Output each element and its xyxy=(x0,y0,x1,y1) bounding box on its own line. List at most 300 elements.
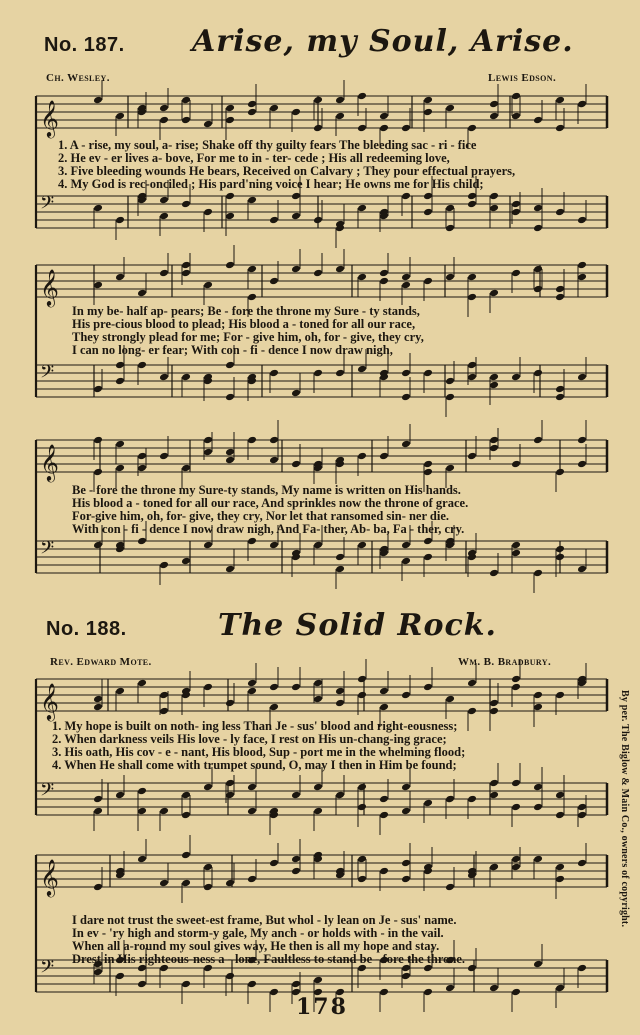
note-head xyxy=(313,976,323,985)
note-head xyxy=(555,385,565,394)
note-head xyxy=(533,855,543,864)
note-head xyxy=(357,92,367,101)
note-head xyxy=(555,468,565,477)
note-head xyxy=(467,361,477,370)
note-head xyxy=(511,269,521,278)
note-head xyxy=(269,683,279,692)
note-head xyxy=(511,208,521,217)
note-head xyxy=(225,972,235,981)
lyric-line: 1. My hope is built on noth- ing less Than Je - sus' blood and right-eousness; xyxy=(52,719,458,733)
note-head xyxy=(555,124,565,133)
note-head xyxy=(313,695,323,704)
note-head xyxy=(401,124,411,133)
note-head xyxy=(181,980,191,989)
note-head xyxy=(159,561,169,570)
note-head xyxy=(379,124,389,133)
note-head xyxy=(203,883,213,892)
note-head xyxy=(247,783,257,792)
note-head xyxy=(401,783,411,792)
note-head xyxy=(533,204,543,213)
note-head xyxy=(181,791,191,800)
note-head xyxy=(269,456,279,465)
note-head xyxy=(555,545,565,554)
note-head xyxy=(137,787,147,796)
page-number: 178 xyxy=(296,994,348,1020)
note-head xyxy=(247,108,257,117)
note-head xyxy=(203,863,213,872)
note-head xyxy=(489,192,499,201)
note-head xyxy=(401,192,411,201)
note-head xyxy=(335,369,345,378)
treble-clef-icon: 𝄞 xyxy=(40,858,59,896)
note-head xyxy=(511,112,521,121)
note-head xyxy=(533,116,543,125)
note-head xyxy=(511,803,521,812)
note-head xyxy=(93,807,103,816)
note-head xyxy=(577,460,587,469)
note-head xyxy=(423,799,433,808)
note-head xyxy=(379,703,389,712)
note-head xyxy=(379,811,389,820)
note-head xyxy=(555,285,565,294)
note-head xyxy=(577,859,587,868)
note-head xyxy=(577,964,587,973)
note-head xyxy=(423,96,433,105)
bass-clef-icon: 𝄢 xyxy=(40,780,55,805)
note-head xyxy=(93,204,103,213)
note-head xyxy=(137,452,147,461)
note-head xyxy=(423,460,433,469)
note-head xyxy=(401,281,411,290)
note-head xyxy=(555,811,565,820)
bass-clef-icon: 𝄢 xyxy=(40,193,55,218)
note-head xyxy=(401,807,411,816)
note-head xyxy=(225,791,235,800)
note-head xyxy=(401,393,411,402)
note-head xyxy=(137,289,147,298)
hymn-188-author: Rev. Edward Mote. xyxy=(50,656,152,668)
note-head xyxy=(137,537,147,546)
lyric-line: They strongly plead for me; For - give him, oh, for - give, they cry, xyxy=(72,330,424,344)
note-head xyxy=(489,444,499,453)
note-head xyxy=(115,464,125,473)
lyric-line: Be - fore the throne my Sure-ty stands, My name is written on His hands. xyxy=(72,483,461,497)
note-head xyxy=(511,863,521,872)
note-head xyxy=(291,791,301,800)
note-head xyxy=(313,679,323,688)
note-head xyxy=(181,269,191,278)
note-head xyxy=(115,112,125,121)
note-head xyxy=(247,875,257,884)
note-head xyxy=(533,569,543,578)
note-head xyxy=(511,200,521,209)
note-head xyxy=(357,273,367,282)
note-head xyxy=(467,200,477,209)
note-head xyxy=(335,112,345,121)
note-head xyxy=(269,703,279,712)
note-head xyxy=(203,281,213,290)
lyric-line: In ev - 'ry high and storm-y gale, My anch - or holds with - in the vail. xyxy=(72,926,444,940)
note-head xyxy=(269,436,279,445)
note-head xyxy=(555,984,565,993)
note-head xyxy=(225,104,235,113)
note-head xyxy=(357,875,367,884)
note-head xyxy=(93,795,103,804)
note-head xyxy=(225,565,235,574)
note-head xyxy=(159,373,169,382)
note-head xyxy=(313,96,323,105)
hymn-188-composer: Wm. B. Bradbury. xyxy=(458,656,552,668)
note-head xyxy=(203,436,213,445)
note-head xyxy=(291,980,301,989)
lyric-line: 2. He ev - er lives a- bove, For me to in - ter- cede ; His all redeeming love, xyxy=(58,151,450,165)
note-head xyxy=(423,988,433,997)
note-head xyxy=(533,703,543,712)
note-head xyxy=(577,261,587,270)
note-head xyxy=(401,440,411,449)
note-head xyxy=(357,541,367,550)
note-head xyxy=(247,679,257,688)
note-head xyxy=(511,683,521,692)
note-head xyxy=(423,108,433,117)
note-head xyxy=(401,691,411,700)
note-head xyxy=(445,695,455,704)
note-head xyxy=(533,783,543,792)
note-head xyxy=(467,192,477,201)
note-head xyxy=(533,691,543,700)
note-head xyxy=(423,192,433,201)
note-head xyxy=(401,557,411,566)
note-head xyxy=(291,108,301,117)
note-head xyxy=(159,691,169,700)
note-head xyxy=(489,381,499,390)
note-head xyxy=(445,224,455,233)
note-head xyxy=(511,988,521,997)
note-head xyxy=(423,553,433,562)
note-head xyxy=(555,393,565,402)
note-head xyxy=(181,116,191,125)
note-head xyxy=(247,687,257,696)
note-head xyxy=(291,460,301,469)
note-head xyxy=(335,687,345,696)
note-head xyxy=(357,691,367,700)
note-head xyxy=(489,436,499,445)
note-head xyxy=(137,361,147,370)
note-head xyxy=(159,452,169,461)
note-head xyxy=(401,369,411,378)
treble-clef-icon: 𝄞 xyxy=(40,682,59,720)
note-head xyxy=(225,393,235,402)
note-head xyxy=(489,112,499,121)
note-head xyxy=(93,468,103,477)
note-head xyxy=(489,289,499,298)
hymn-187-composer: Lewis Edson. xyxy=(488,72,557,84)
note-head xyxy=(445,464,455,473)
treble-clef-icon: 𝄞 xyxy=(40,99,59,137)
note-head xyxy=(445,104,455,113)
note-head xyxy=(533,265,543,274)
note-head xyxy=(269,541,279,550)
note-head xyxy=(181,811,191,820)
note-head xyxy=(137,980,147,989)
note-head xyxy=(115,687,125,696)
note-head xyxy=(335,565,345,574)
note-head xyxy=(577,373,587,382)
note-head xyxy=(423,369,433,378)
note-head xyxy=(555,553,565,562)
lyric-line: For-give him, oh, for- give, they cry, Nor let that ransomed sin- ner die. xyxy=(72,509,450,523)
note-head xyxy=(467,273,477,282)
note-head xyxy=(577,803,587,812)
note-head xyxy=(269,216,279,225)
note-head xyxy=(203,683,213,692)
lyric-line: 4. When He shall come with trumpet sound, O, may I then in Him be found; xyxy=(52,758,457,772)
note-head xyxy=(137,464,147,473)
note-head xyxy=(115,440,125,449)
note-head xyxy=(555,875,565,884)
note-head xyxy=(181,200,191,209)
note-head xyxy=(269,369,279,378)
note-head xyxy=(291,265,301,274)
note-head xyxy=(291,192,301,201)
note-head xyxy=(137,855,147,864)
note-head xyxy=(467,795,477,804)
note-head xyxy=(247,537,257,546)
note-head xyxy=(181,879,191,888)
note-head xyxy=(115,791,125,800)
note-head xyxy=(93,695,103,704)
note-head xyxy=(533,224,543,233)
note-head xyxy=(511,541,521,550)
note-head xyxy=(159,116,169,125)
note-head xyxy=(401,875,411,884)
lyric-line: 4. My God is rec-onciled ; His pard'ning voice I hear; He owns me for His child; xyxy=(58,177,484,191)
note-head xyxy=(577,273,587,282)
lyric-line: In my be- half ap- pears; Be - fore the throne my Sure - ty stands, xyxy=(72,304,420,318)
hymn-187-number: No. 187. xyxy=(44,34,125,56)
note-head xyxy=(93,968,103,977)
note-head xyxy=(291,855,301,864)
note-head xyxy=(357,803,367,812)
hymn-188-number: No. 188. xyxy=(46,618,127,640)
note-head xyxy=(511,549,521,558)
note-head xyxy=(357,855,367,864)
note-head xyxy=(247,196,257,205)
note-head xyxy=(379,269,389,278)
note-head xyxy=(225,116,235,125)
note-head xyxy=(357,675,367,684)
note-head xyxy=(489,863,499,872)
note-head xyxy=(489,100,499,109)
note-head xyxy=(445,883,455,892)
note-head xyxy=(511,92,521,101)
treble-clef-icon: 𝄞 xyxy=(40,268,59,306)
note-head xyxy=(225,361,235,370)
note-head xyxy=(247,100,257,109)
note-head xyxy=(159,104,169,113)
note-head xyxy=(511,779,521,788)
note-head xyxy=(203,783,213,792)
note-head xyxy=(137,807,147,816)
note-head xyxy=(401,859,411,868)
note-head xyxy=(115,273,125,282)
note-head xyxy=(577,565,587,574)
note-head xyxy=(577,811,587,820)
note-head xyxy=(247,807,257,816)
lyric-line: His pre-cious blood to plead; His blood a - toned for all our race, xyxy=(72,317,416,331)
note-head xyxy=(379,988,389,997)
note-head xyxy=(489,984,499,993)
note-head xyxy=(555,293,565,302)
hymn-188-title: The Solid Rock. xyxy=(218,608,497,643)
note-head xyxy=(423,468,433,477)
note-head xyxy=(159,212,169,221)
note-head xyxy=(225,456,235,465)
bass-clef-icon: 𝄢 xyxy=(40,538,55,563)
note-head xyxy=(423,537,433,546)
note-head xyxy=(445,393,455,402)
note-head xyxy=(313,783,323,792)
note-head xyxy=(203,120,213,129)
note-head xyxy=(313,269,323,278)
note-head xyxy=(181,96,191,105)
bass-clef-icon: 𝄢 xyxy=(40,957,55,982)
note-head xyxy=(423,208,433,217)
note-head xyxy=(93,436,103,445)
note-head xyxy=(247,980,257,989)
note-head xyxy=(203,541,213,550)
lyric-line: When all a-round my soul gives way, He then is all my hope and stay. xyxy=(72,939,440,953)
note-head xyxy=(335,553,345,562)
note-head xyxy=(533,285,543,294)
note-head xyxy=(511,460,521,469)
lyric-line: I can no long- er fear; With con - fi - dence I now draw nigh, xyxy=(72,343,393,357)
note-head xyxy=(423,683,433,692)
note-head xyxy=(511,675,521,684)
lyric-line: With con - fi - dence I now draw nigh, And Fa- ther, Ab- ba, Fa - ther, cry. xyxy=(72,522,465,536)
note-head xyxy=(379,112,389,121)
note-head xyxy=(335,96,345,105)
note-head xyxy=(291,683,301,692)
note-head xyxy=(225,699,235,708)
note-head xyxy=(247,265,257,274)
note-head xyxy=(555,691,565,700)
note-head xyxy=(511,855,521,864)
note-head xyxy=(93,541,103,550)
note-head xyxy=(379,452,389,461)
note-head xyxy=(159,879,169,888)
note-head xyxy=(137,679,147,688)
note-head xyxy=(313,807,323,816)
note-head xyxy=(269,988,279,997)
note-head xyxy=(225,448,235,457)
note-head xyxy=(467,293,477,302)
note-head xyxy=(313,216,323,225)
hymn-187-author: Ch. Wesley. xyxy=(46,72,110,84)
note-head xyxy=(159,807,169,816)
lyric-line: His blood a - toned for all our race, And sprinkles now the throne of grace. xyxy=(72,496,469,510)
lyric-line: Drest in His righteous-ness a - lone, Faultless to stand be - fore the throne. xyxy=(72,952,466,966)
note-head xyxy=(555,208,565,217)
lyric-line: 1. A - rise, my soul, a- rise; Shake off thy guilty fears The bleeding sac - ri - fice xyxy=(58,138,477,152)
lyric-line: 2. When darkness veils His love - ly face, I rest on His un-chang-ing grace; xyxy=(52,732,447,746)
note-head xyxy=(467,707,477,716)
note-head xyxy=(203,208,213,217)
note-head xyxy=(555,863,565,872)
note-head xyxy=(533,960,543,969)
bass-clef-icon: 𝄢 xyxy=(40,362,55,387)
treble-clef-icon: 𝄞 xyxy=(40,443,59,481)
note-head xyxy=(357,204,367,213)
note-head xyxy=(533,803,543,812)
note-head xyxy=(335,699,345,708)
note-head xyxy=(401,541,411,550)
note-head xyxy=(159,269,169,278)
note-head xyxy=(511,373,521,382)
note-head xyxy=(93,703,103,712)
lyric-line: I dare not trust the sweet-est frame, But whol - ly lean on Je - sus' name. xyxy=(72,913,457,927)
note-head xyxy=(467,124,477,133)
note-head xyxy=(533,369,543,378)
note-head xyxy=(181,261,191,270)
note-head xyxy=(335,791,345,800)
note-head xyxy=(247,293,257,302)
note-head xyxy=(379,687,389,696)
note-head xyxy=(93,883,103,892)
lyric-line: 3. Five bleeding wounds He bears, Received on Calvary ; They pour effectual prayers, xyxy=(58,164,516,178)
note-head xyxy=(313,124,323,133)
note-head xyxy=(203,448,213,457)
note-head xyxy=(401,972,411,981)
note-head xyxy=(357,783,367,792)
note-head xyxy=(269,277,279,286)
note-head xyxy=(445,377,455,386)
hymn-187-title: Arise, my Soul, Arise. xyxy=(192,24,574,59)
note-head xyxy=(225,261,235,270)
lyric-line: 3. His oath, His cov - e - nant, His blood, Sup - port me in the whelming flood; xyxy=(52,745,466,759)
note-head xyxy=(115,216,125,225)
note-head xyxy=(445,204,455,213)
note-head xyxy=(269,859,279,868)
note-head xyxy=(467,679,477,688)
note-head xyxy=(225,212,235,221)
note-head xyxy=(357,124,367,133)
note-head xyxy=(533,436,543,445)
note-head xyxy=(379,795,389,804)
note-head xyxy=(577,100,587,109)
note-head xyxy=(291,867,301,876)
note-head xyxy=(489,204,499,213)
note-head xyxy=(291,389,301,398)
note-head xyxy=(159,707,169,716)
note-head xyxy=(379,277,389,286)
note-head xyxy=(577,436,587,445)
note-head xyxy=(291,212,301,221)
note-head xyxy=(489,569,499,578)
note-head xyxy=(115,361,125,370)
note-head xyxy=(313,541,323,550)
copyright-note: By per. The Biglow & Main Co., owners of copyright. xyxy=(619,690,630,928)
note-head xyxy=(489,373,499,382)
note-head xyxy=(467,964,477,973)
note-head xyxy=(313,369,323,378)
note-head xyxy=(225,879,235,888)
note-head xyxy=(445,795,455,804)
note-head xyxy=(357,365,367,374)
note-head xyxy=(379,867,389,876)
note-head xyxy=(423,277,433,286)
note-head xyxy=(269,104,279,113)
